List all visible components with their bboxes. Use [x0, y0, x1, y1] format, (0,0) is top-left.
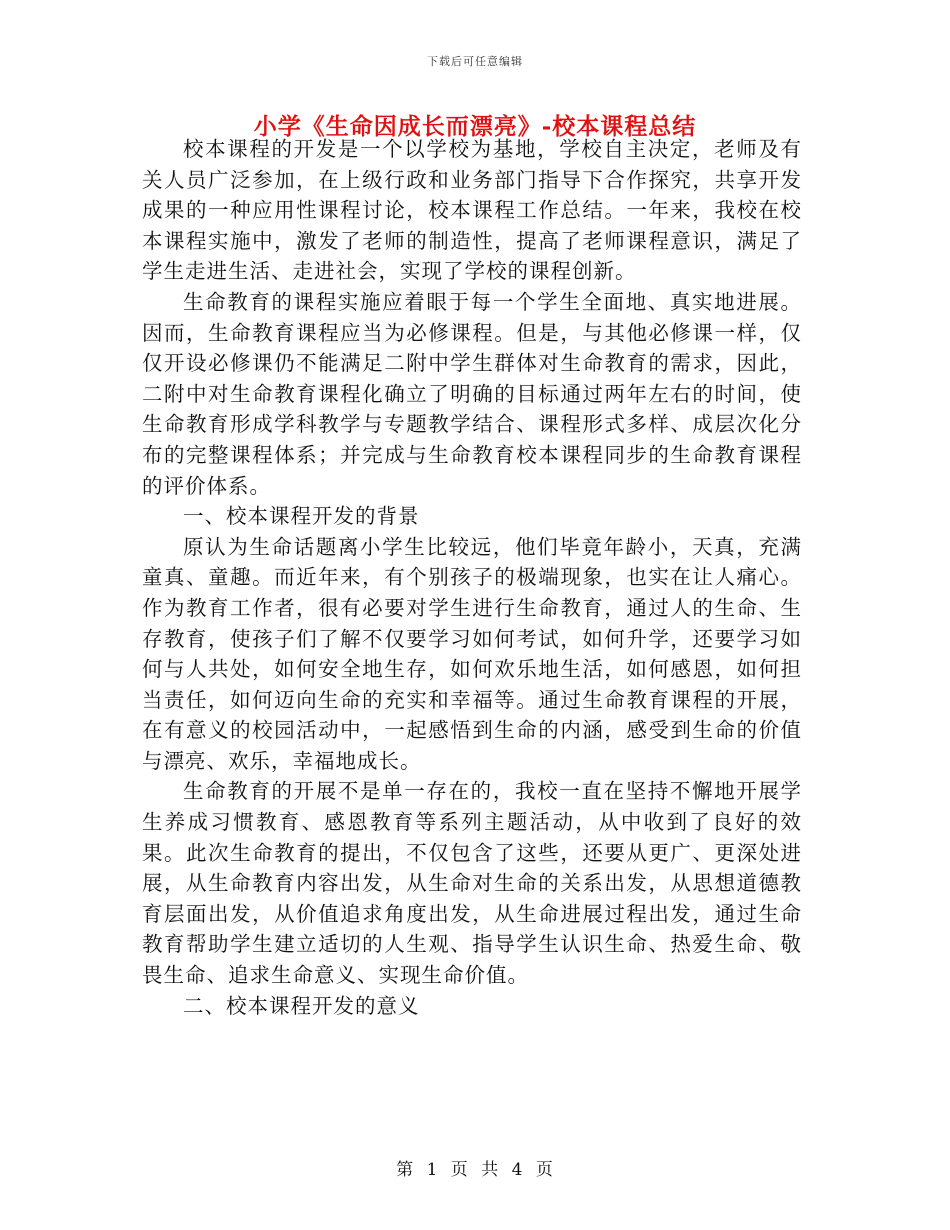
section-heading-significance: 二、校本课程开发的意义: [183, 993, 420, 1018]
document-body: [142, 134, 802, 1021]
paragraph-curriculum: 生命教育的课程实施应着眼于每一个学生全面地、真实地进展。因而，生命教育课程应当为必修课程。但是，与其他必修课一样，仅仅开设必修课仍不能满足二附中学生群体对生命教育的需求，因此，二附中对生命教育课程化确立了明确的目标通过两年左右的时间，使生命教育形成学科教学与专题教学结合、课程形式多样、成层次化分布的完整课程体系；并完成与生命教育校本课程同步的生命教育课程的评价体系。: [142, 289, 802, 498]
page-number-footer: 第 1 页 共 4 页: [396, 1160, 554, 1180]
document-title: 小学《生命因成长而漂亮》-校本课程总结: [253, 113, 697, 140]
paragraph-intro: 校本课程的开发是一个以学校为基地，学校自主决定，老师及有关人员广泛参加，在上级行政和业务部门指导下合作探究，共享开发成果的一种应用性课程讨论，校本课程工作总结。一年来，我校在校本课程实施中，激发了老师的制造性，提高了老师课程意识，满足了学生走进生活、走进社会，实现了学校的课程创新。: [142, 137, 802, 284]
paragraph-background: 原认为生命话题离小学生比较远，他们毕竟年龄小，天真，充满童真、童趣。而近年来，有个别孩子的极端现象，也实在让人痛心。作为教育工作者，很有必要对学生进行生命教育，通过人的生命、生存教育，使孩子们了解不仅要学习如何考试，如何升学，还要学习如何与人共处，如何安全地生存，如何欢乐地生活，如何感恩，如何担当责任，如何迈向生命的充实和幸福等。通过生命教育课程的开展，在有意义的校园活动中，一起感悟到生命的内涵，感受到生命的价值与漂亮、欢乐，幸福地成长。: [142, 534, 802, 773]
header-note: 下载后可任意编辑: [427, 55, 523, 68]
paragraph-development: 生命教育的开展不是单一存在的，我校一直在坚持不懈地开展学生养成习惯教育、感恩教育等系列主题活动，从中收到了良好的效果。此次生命教育的提出，不仅包含了这些，还要从更广、更深处进展，从生命教育内容出发，从生命对生命的关系出发，从思想道德教育层面出发，从价值追求角度出发，从生命进展过程出发，通过生命教育帮助学生建立适切的人生观、指导学生认识生命、热爱生命、敬畏生命、追求生命意义、实现生命价值。: [142, 779, 802, 988]
section-heading-background: 一、校本课程开发的背景: [183, 504, 420, 529]
